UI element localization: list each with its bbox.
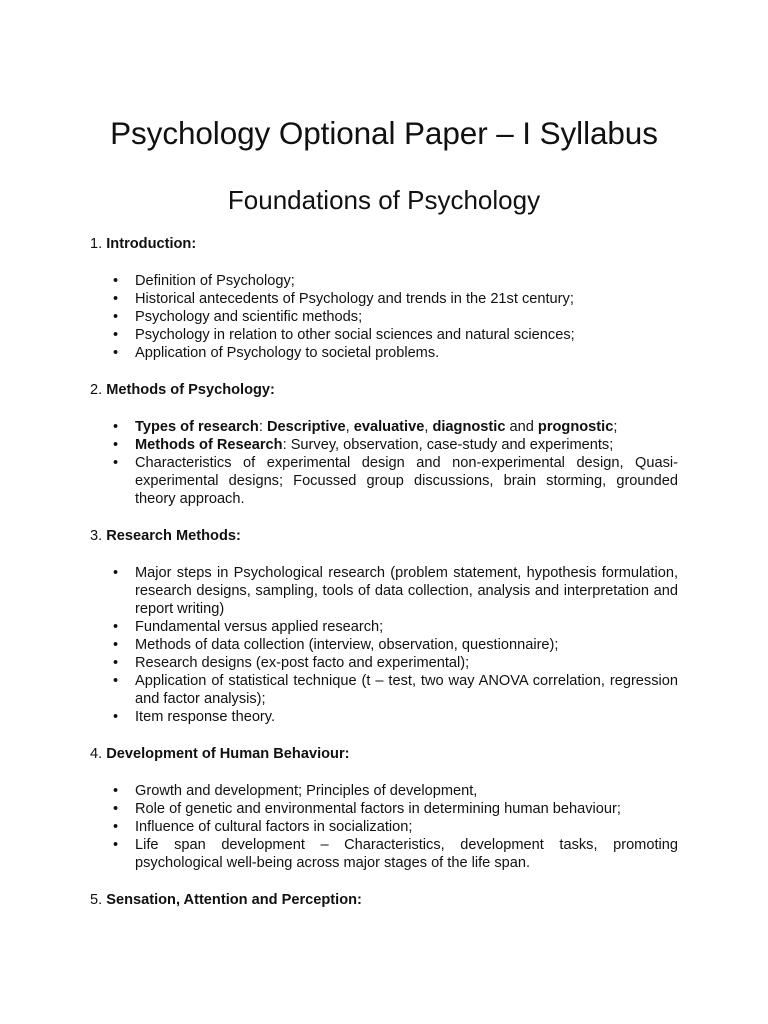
list-item: • Characteristics of experimental design and non-experimental design, Quasi-experimental designs; Focussed group discussions, brain storming, grounded theory approach. [90, 454, 678, 508]
section-number: 4. [90, 746, 103, 762]
inline-text: : Survey, observation, case-study and experiments; [282, 437, 614, 453]
section-title: Research Methods: [106, 528, 241, 544]
list-item: • Role of genetic and environmental factors in determining human behaviour; [90, 800, 678, 818]
inline-text: , [345, 419, 354, 435]
document-subtitle: Foundations of Psychology [227, 185, 541, 215]
list-item: • Psychology and scientific methods; [90, 308, 678, 326]
list-item: • Growth and development; Principles of development, [90, 782, 678, 800]
section-number: 3. [90, 528, 103, 544]
section-title: Development of Human Behaviour: [106, 746, 350, 762]
bullet-list [90, 272, 678, 362]
section-title: Introduction: [106, 236, 197, 252]
list-item: • Application of Psychology to societal problems. [90, 344, 678, 362]
list-item: • Major steps in Psychological research (problem statement, hypothesis formulation, research designs, sampling, tools of data collection, analysis and interpretation and report writing) [90, 564, 678, 618]
list-item: • Methods of data collection (interview, observation, questionnaire); [90, 636, 678, 654]
section-heading [90, 891, 678, 909]
bold-term: Types of research [135, 419, 259, 435]
section-title: Sensation, Attention and Perception: [106, 892, 362, 908]
list-item: • Fundamental versus applied research; [90, 618, 678, 636]
bullet-list [90, 782, 678, 872]
bold-term: prognostic [537, 419, 614, 435]
list-item: • Life span development – Characteristics, development tasks, promoting psychological well-being across major stages of the life span. [90, 836, 678, 872]
section-heading [90, 381, 678, 399]
section-number: 5. [90, 892, 103, 908]
list-item: • Research designs (ex-post facto and experimental); [90, 654, 678, 672]
inline-text: and [505, 419, 538, 435]
bold-term: Methods of Research [135, 437, 283, 453]
list-item: • Definition of Psychology; [90, 272, 678, 290]
list-item: • Psychology in relation to other social sciences and natural sciences; [90, 326, 678, 344]
list-item [90, 436, 678, 454]
section-heading [90, 235, 678, 253]
section-heading [90, 745, 678, 763]
section-number: 2. [90, 382, 103, 398]
section-title: Methods of Psychology: [106, 382, 275, 398]
list-item [90, 418, 678, 436]
document-title: Psychology Optional Paper – I Syllabus [110, 115, 658, 151]
inline-text: , [424, 419, 433, 435]
list-item: • Application of statistical technique (t – test, two way ANOVA correlation, regression and factor analysis); [90, 672, 678, 708]
list-item: • Item response theory. [90, 708, 678, 726]
bullet-list [90, 418, 678, 508]
bold-term: diagnostic [432, 419, 506, 435]
inline-text: ; [613, 419, 618, 435]
bullet-list [90, 564, 678, 726]
inline-text: : [258, 419, 267, 435]
list-item: • Influence of cultural factors in socialization; [90, 818, 678, 836]
section-heading [90, 527, 678, 545]
bold-term: evaluative [353, 419, 425, 435]
list-item: • Historical antecedents of Psychology and trends in the 21st century; [90, 290, 678, 308]
section-number: 1. [90, 236, 103, 252]
bold-term: Descriptive [266, 419, 346, 435]
